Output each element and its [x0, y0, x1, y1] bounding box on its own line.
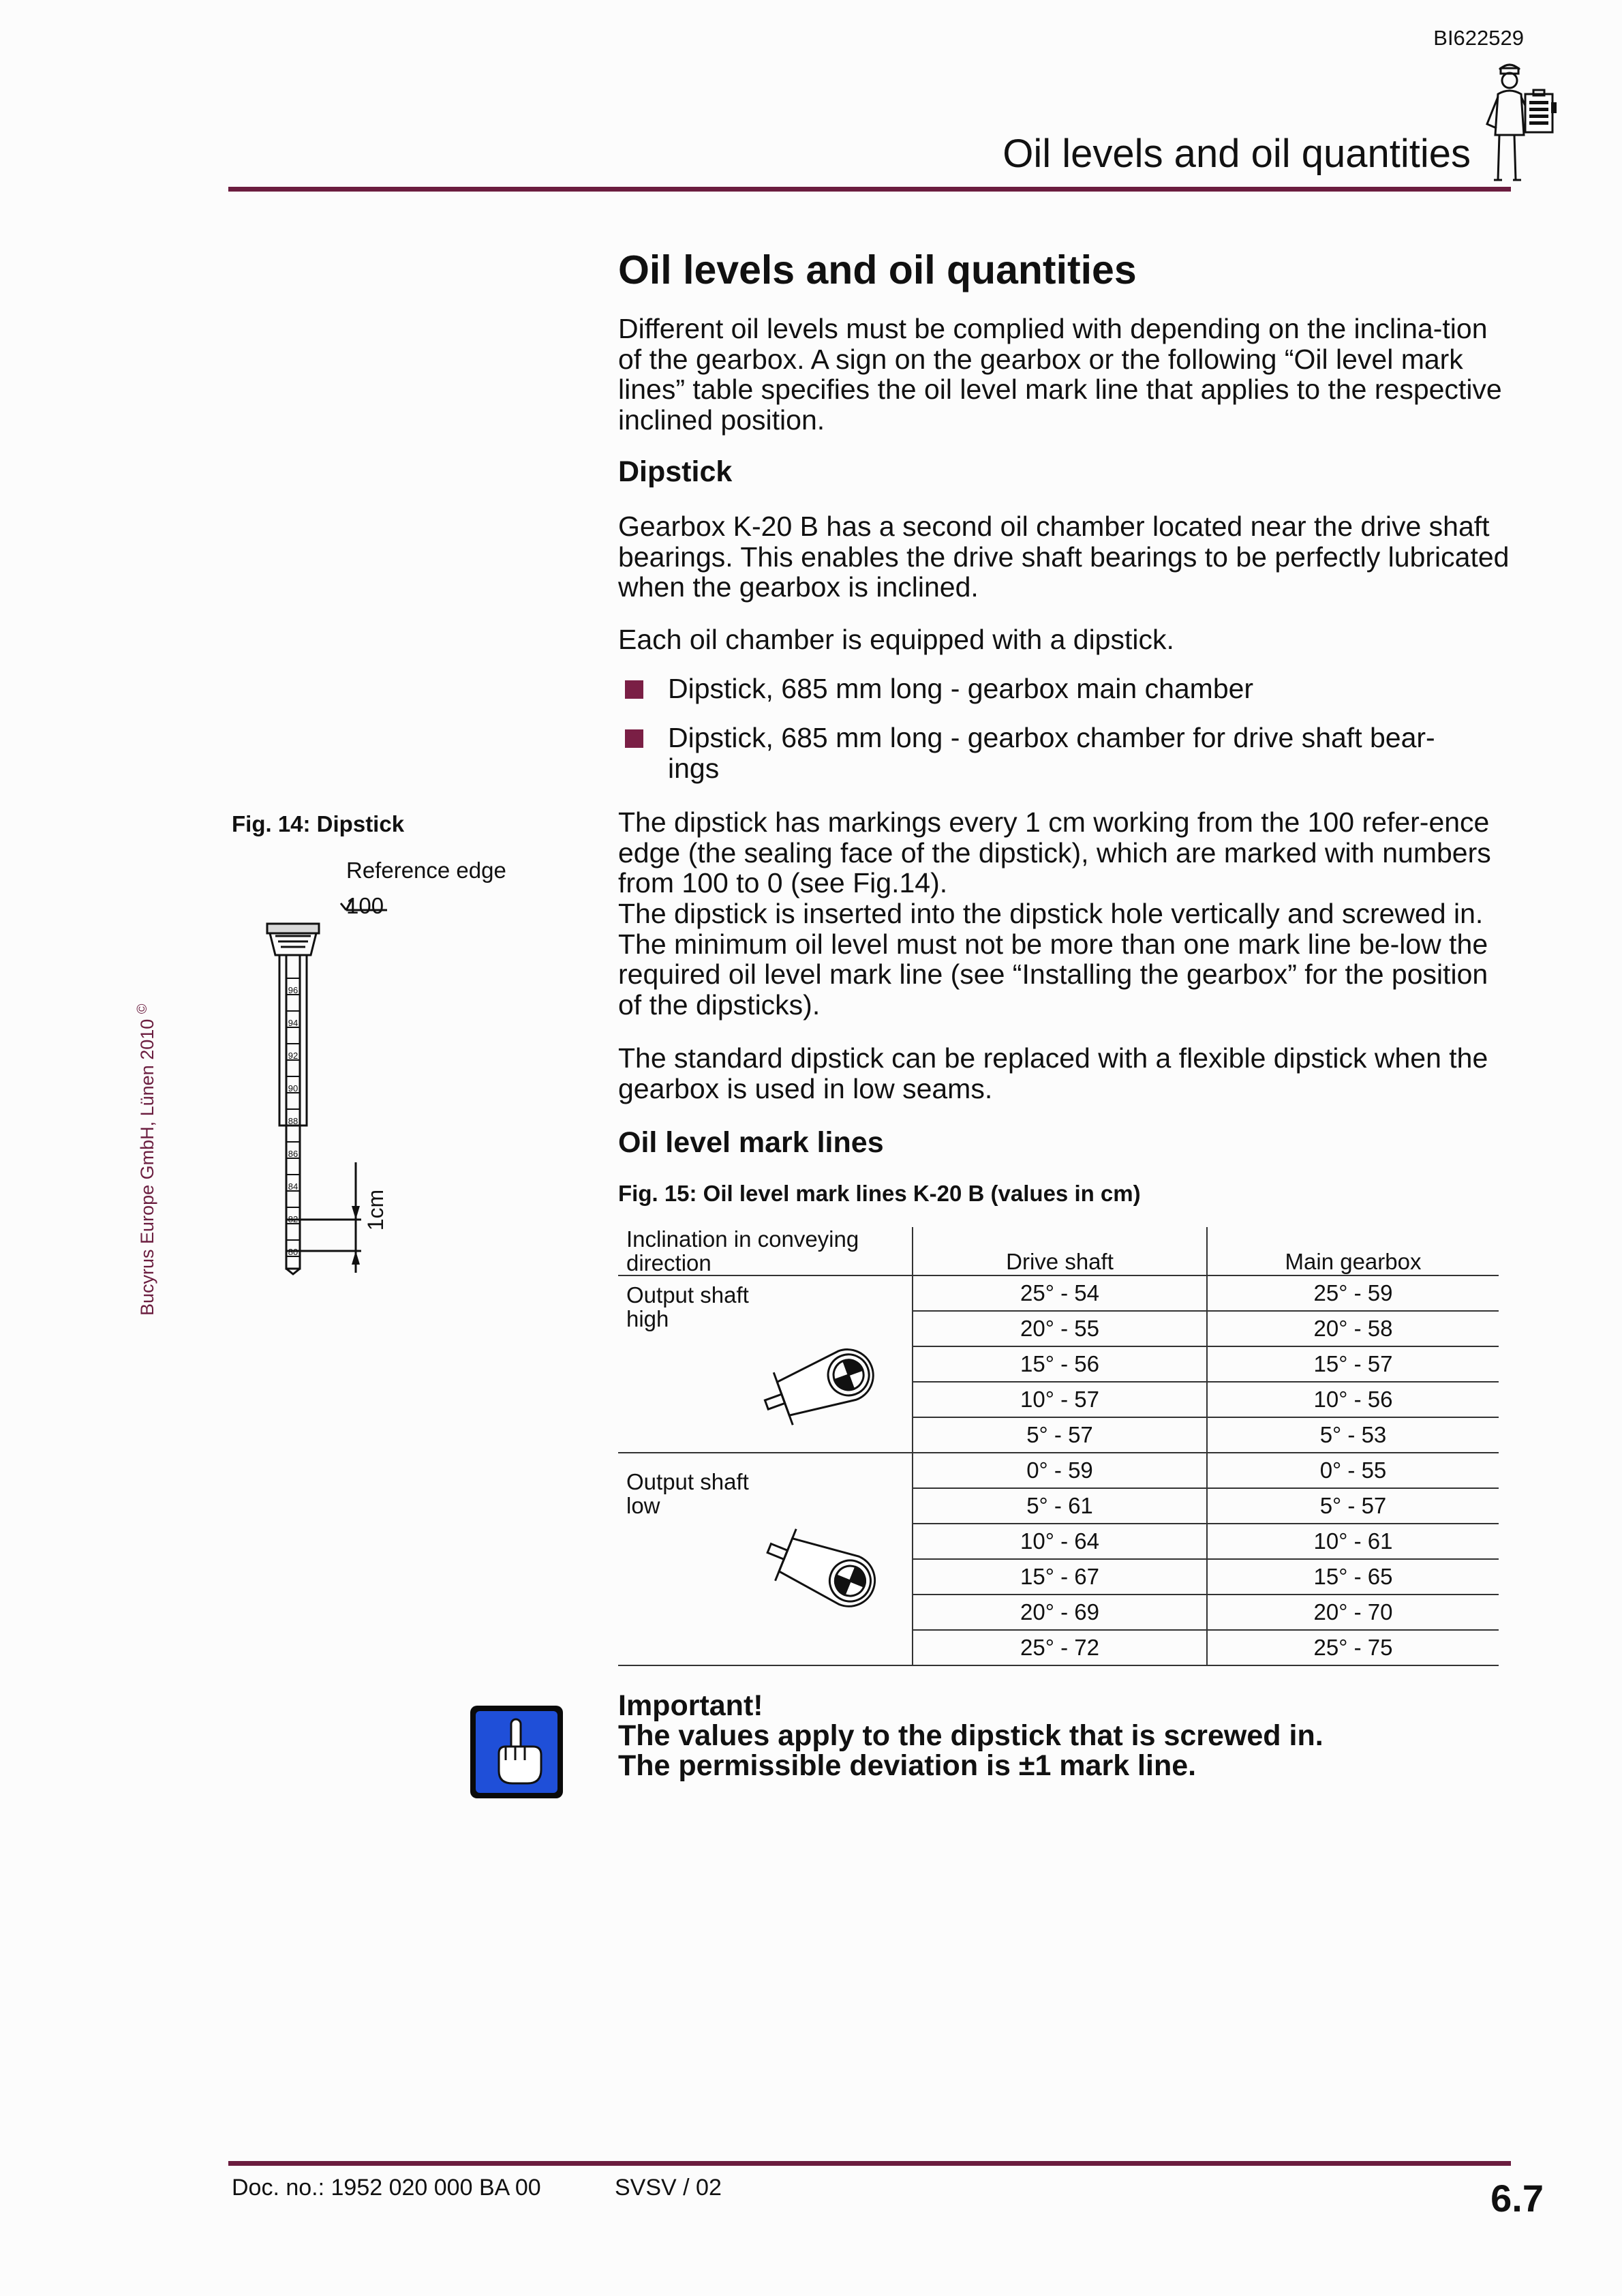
table-row: 20° - 69 20° - 70: [618, 1595, 1499, 1630]
important-line: The values apply to the dipstick that is screwed in.: [618, 1719, 1323, 1752]
table-row: 10° - 57 10° - 56: [618, 1382, 1499, 1417]
important-title: Important!: [618, 1689, 763, 1722]
dipstick-drawing: [252, 856, 538, 1292]
page-number: 6.7: [1490, 2177, 1544, 2220]
bullet-square: [625, 680, 643, 699]
header-rule: [228, 187, 1511, 192]
tick-label: 86: [288, 1149, 299, 1159]
tick-label: 80: [288, 1247, 299, 1257]
table-row: 15° - 56 15° - 57: [618, 1346, 1499, 1382]
gearbox-tilt-icon: [754, 1336, 891, 1438]
reference-value: 100: [346, 893, 384, 918]
tick-label: 92: [288, 1051, 299, 1061]
table-row: 20° - 55 20° - 58: [618, 1311, 1499, 1346]
footer-rule: [228, 2161, 1511, 2166]
table-row: 25° - 72 25° - 75: [618, 1630, 1499, 1665]
copyright-notice: Bucyrus Europe GmbH, Lünen 2010 ©: [135, 1003, 157, 1316]
footer-doc-number: Doc. no.: 1952 020 000 BA 00: [232, 2175, 541, 2201]
table-row: 5° - 61 5° - 57: [618, 1488, 1499, 1524]
table-row: 15° - 67 15° - 65: [618, 1559, 1499, 1595]
group-output-shaft-high: Output shaft high: [618, 1275, 913, 1453]
tick-label: 94: [288, 1018, 299, 1028]
tick-label: 96: [288, 985, 299, 995]
flexible-dipstick-paragraph: The standard dipstick can be replaced with a flexible dipstick when the gearbox is used in low seams.: [618, 1042, 1488, 1104]
scale-label: 1cm: [363, 1189, 388, 1231]
document-id: BI622529: [1433, 26, 1524, 50]
tick-label: 90: [288, 1083, 299, 1093]
tick-label: 82: [288, 1214, 299, 1224]
table-row: Output shaft low 0° - 59 0° - 55: [618, 1453, 1499, 1488]
page-title: Oil levels and oil quantities: [618, 247, 1137, 292]
pointing-hand-icon: [469, 1704, 564, 1800]
oil-level-table: [618, 1227, 1499, 1666]
dipstick-heading: Dipstick: [618, 455, 733, 488]
group-output-shaft-low: Output shaft low: [618, 1453, 913, 1665]
worker-clipboard-icon: [1479, 55, 1567, 184]
table-row: 10° - 64 10° - 61: [618, 1524, 1499, 1559]
column-header: Main gearbox: [1207, 1227, 1499, 1275]
column-header: Inclination in conveying direction: [618, 1227, 913, 1275]
footer-revision: SVSV / 02: [615, 2175, 722, 2201]
markings-paragraph: The dipstick has markings every 1 cm working from the 100 refer-ence edge (the sealing face of the dipstick), which are marked with numbers from 100 to 0 (see Fig.14).: [618, 806, 1491, 898]
mark-lines-heading: Oil level mark lines: [618, 1126, 884, 1159]
bullet-square: [625, 729, 643, 748]
dipstick-paragraph: Gearbox K-20 B has a second oil chamber located near the drive shaft bearings. This enables the drive shaft bearings to be perfectly lubricated when the gearbox is inclined.: [618, 511, 1510, 603]
fig15-caption: Fig. 15: Oil level mark lines K-20 B (values in cm): [618, 1181, 1141, 1206]
chamber-paragraph: Each oil chamber is equipped with a dipstick.: [618, 624, 1174, 655]
header-title: Oil levels and oil quantities: [1003, 132, 1471, 176]
table-row: 5° - 57 5° - 53: [618, 1417, 1499, 1453]
gearbox-tilt-icon: [754, 1522, 891, 1624]
important-line: The permissible deviation is ±1 mark line.: [618, 1749, 1197, 1782]
tick-label: 88: [288, 1116, 299, 1126]
important-note: [618, 1691, 1323, 1781]
reference-edge-label: Reference edge: [346, 858, 506, 883]
insertion-paragraph: The dipstick is inserted into the dipstick hole vertically and screwed in. The minimum oil level must not be more than one mark line be-low the required oil level mark line (see “Installing the gearbox” for the position of the dipsticks).: [618, 898, 1488, 1021]
table-row: Output shaft high 25° - 54 25° - 59: [618, 1275, 1499, 1311]
fig14-caption: Fig. 14: Dipstick: [232, 811, 405, 836]
column-header: Drive shaft: [913, 1227, 1207, 1275]
table-header-row: [618, 1227, 1499, 1275]
intro-paragraph: Different oil levels must be complied with depending on the inclina-tion of the gearbox. A sign on the gearbox or the following “Oil level mark lines” table specifies the oil level mark line that applies to the respective inclined position.: [618, 313, 1502, 436]
tick-label: 84: [288, 1181, 299, 1192]
